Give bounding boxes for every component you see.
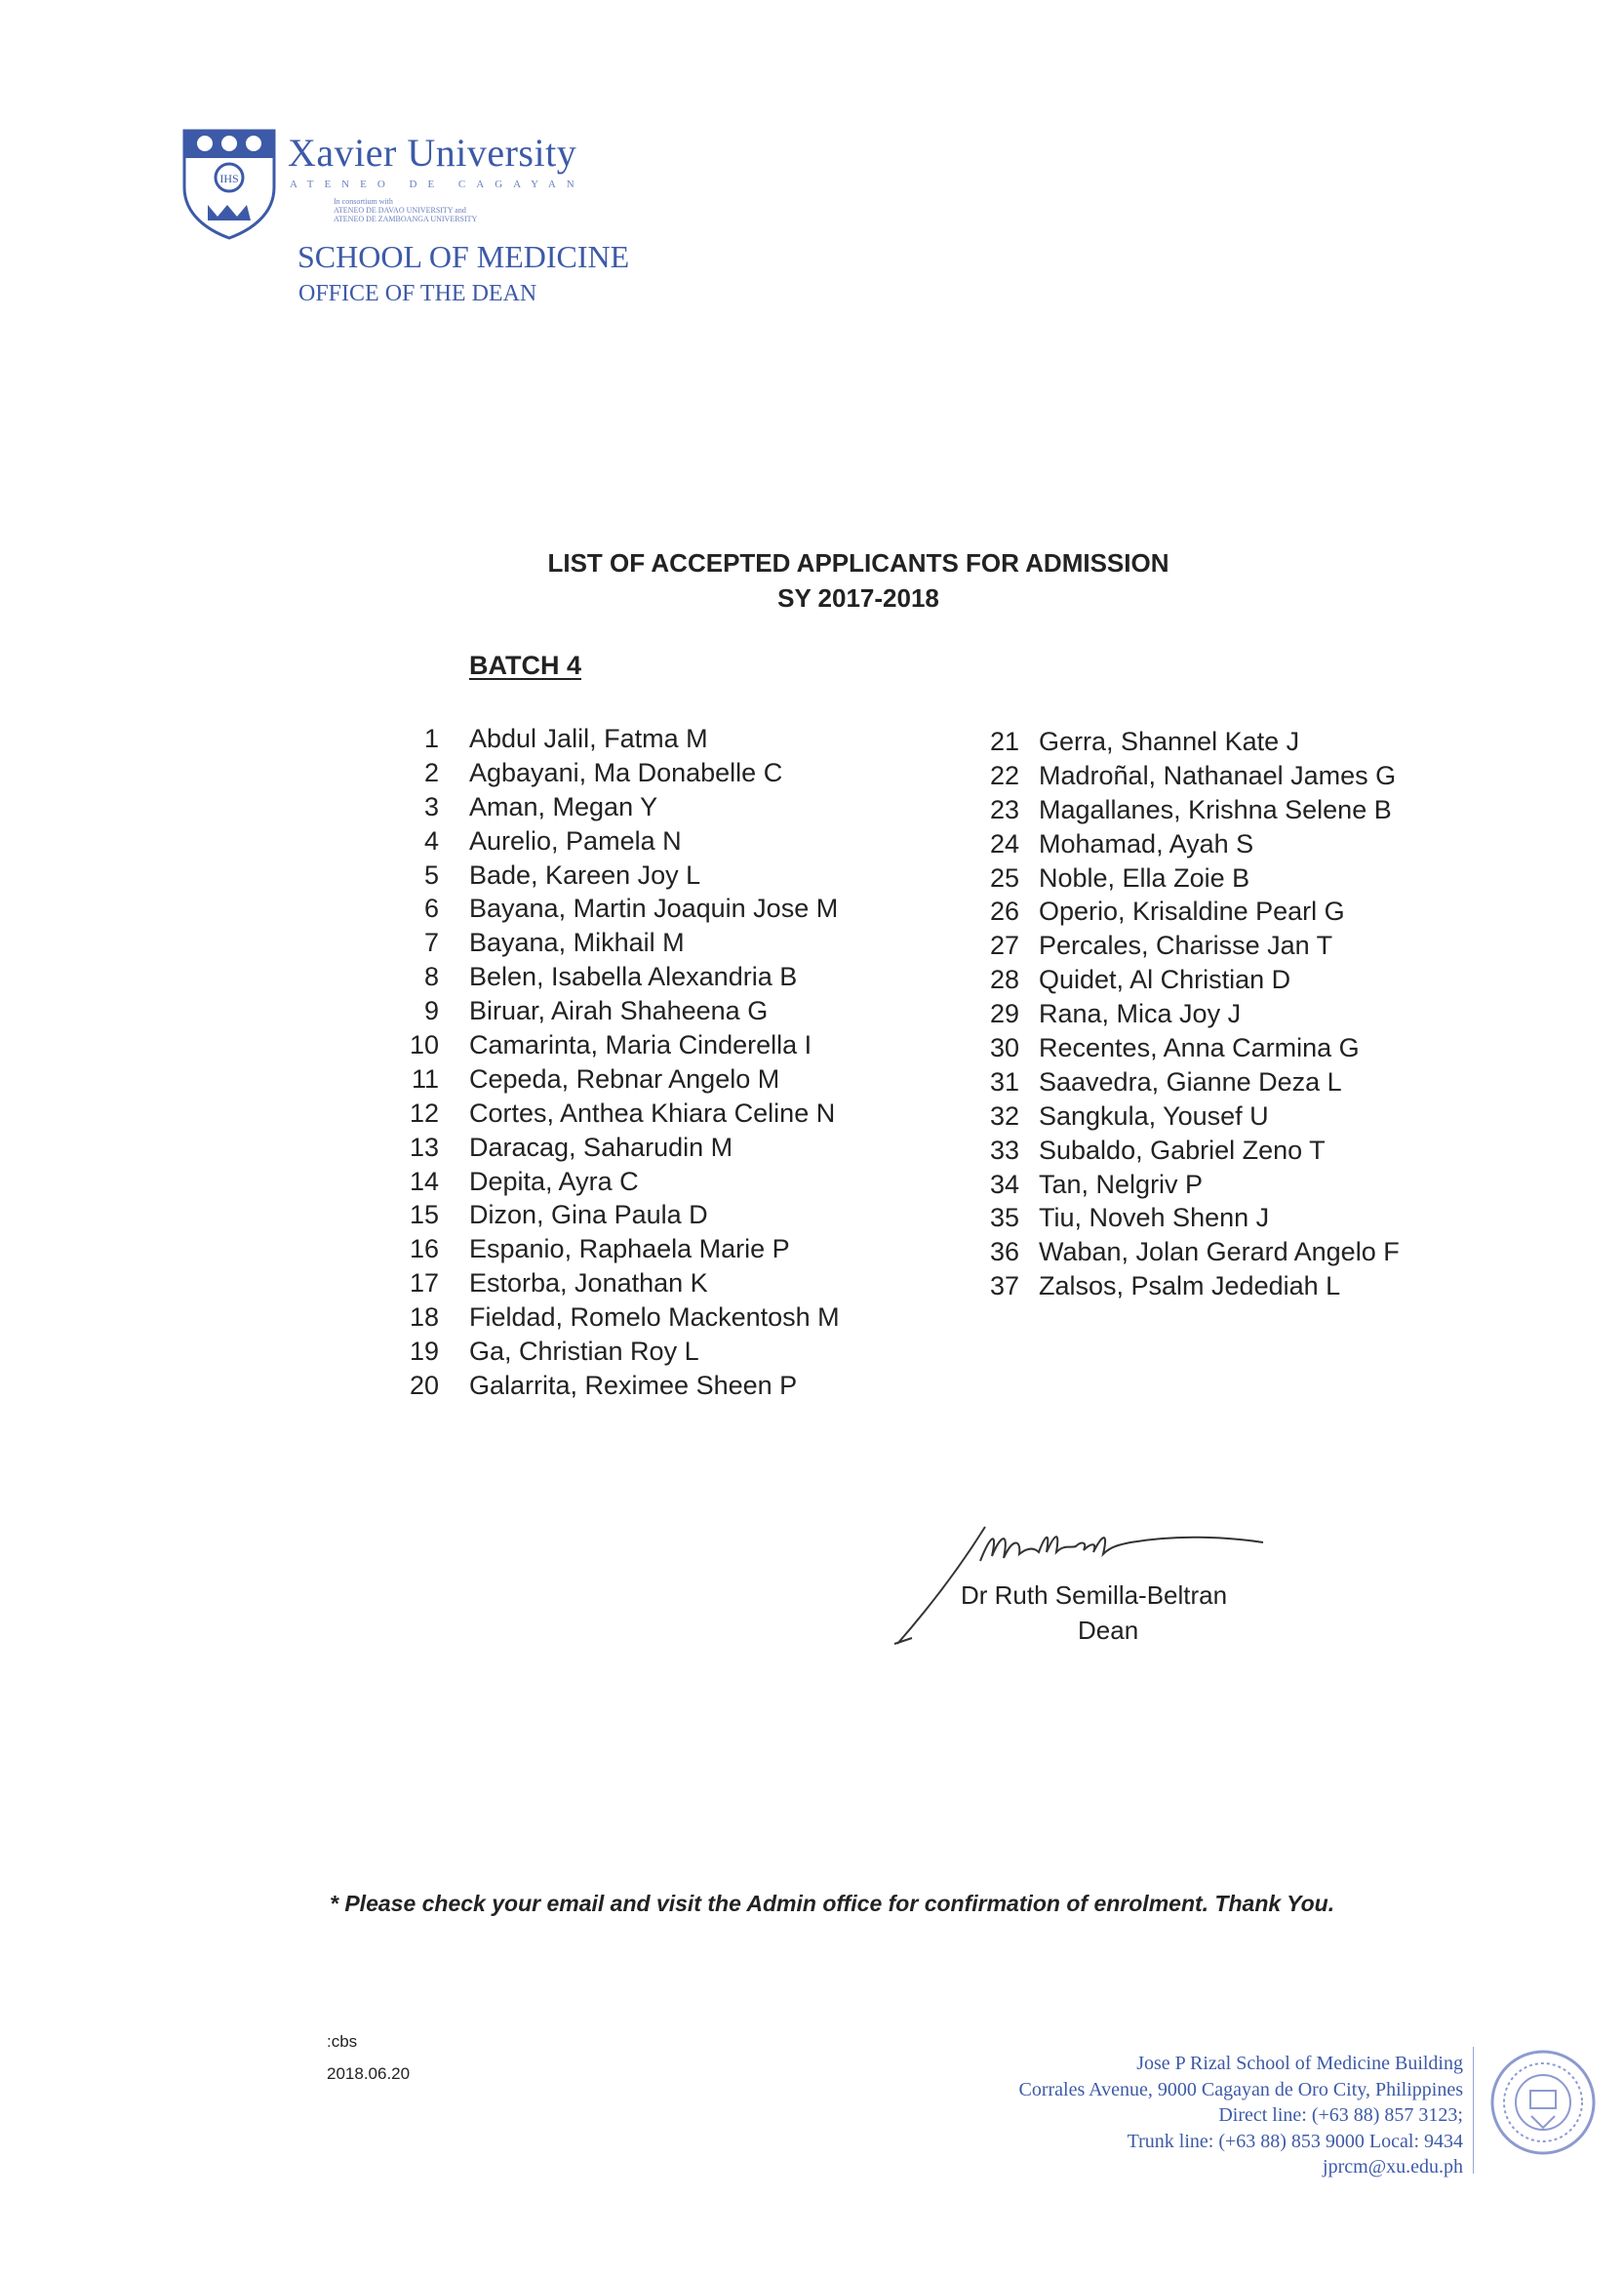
document-title: LIST OF ACCEPTED APPLICANTS FOR ADMISSION xyxy=(547,548,1169,578)
school-year: SY 2017-2018 xyxy=(777,583,939,613)
applicant-name: Percales, Charisse Jan T xyxy=(1039,931,1333,961)
address-line: Direct line: (+63 88) 857 3123; xyxy=(1218,2104,1463,2126)
applicant-number: 24 xyxy=(989,828,1019,859)
applicant-number: 14 xyxy=(409,1166,439,1196)
applicant-name: Waban, Jolan Gerard Angelo F xyxy=(1039,1237,1400,1267)
list-item xyxy=(390,1062,840,1097)
list-item xyxy=(970,1134,1400,1168)
list-item xyxy=(970,1168,1400,1202)
applicant-number: 20 xyxy=(409,1370,439,1400)
consortium-note xyxy=(334,197,477,223)
applicant-list-right xyxy=(970,725,1400,1303)
office-name: OFFICE OF THE DEAN xyxy=(298,281,537,306)
applicant-number: 2 xyxy=(423,757,439,787)
applicant-number: 25 xyxy=(989,862,1019,893)
list-item xyxy=(390,1369,840,1403)
applicant-name: Aurelio, Pamela N xyxy=(469,825,682,856)
applicant-number: 16 xyxy=(409,1234,439,1264)
applicant-name: Operio, Krisaldine Pearl G xyxy=(1039,897,1345,927)
applicant-name: Mohamad, Ayah S xyxy=(1039,828,1254,859)
office-address xyxy=(1019,2051,1463,2180)
list-item xyxy=(970,963,1400,997)
list-item xyxy=(390,960,840,994)
consortium-line-1: In consortium with xyxy=(334,197,393,206)
applicant-number: 7 xyxy=(423,928,439,958)
applicant-number: 21 xyxy=(989,726,1019,756)
list-item xyxy=(390,1198,840,1232)
crest-text: IHS xyxy=(219,172,239,185)
address-divider xyxy=(1473,2047,1474,2174)
applicant-number: 13 xyxy=(409,1132,439,1162)
applicant-number: 29 xyxy=(989,999,1019,1029)
list-item xyxy=(970,997,1400,1031)
applicant-number: 28 xyxy=(989,965,1019,995)
applicant-name: Cortes, Anthea Khiara Celine N xyxy=(469,1098,836,1128)
applicant-number: 1 xyxy=(423,723,439,753)
applicant-number: 3 xyxy=(423,791,439,821)
applicant-name: Biruar, Airah Shaheena G xyxy=(469,996,769,1026)
applicant-name: Noble, Ella Zoie B xyxy=(1039,862,1250,893)
applicant-number: 17 xyxy=(409,1268,439,1299)
applicant-number: 15 xyxy=(409,1200,439,1230)
applicant-name: Daracag, Saharudin M xyxy=(469,1132,733,1162)
applicant-number: 32 xyxy=(989,1100,1019,1131)
applicant-number: 36 xyxy=(989,1237,1019,1267)
applicant-name: Tan, Nelgriv P xyxy=(1039,1169,1204,1199)
applicant-name: Recentes, Anna Carmina G xyxy=(1039,1032,1360,1062)
applicant-name: Ga, Christian Roy L xyxy=(469,1336,699,1366)
applicant-number: 34 xyxy=(989,1169,1019,1199)
applicant-name: Quidet, Al Christian D xyxy=(1039,965,1291,995)
list-item xyxy=(970,861,1400,896)
applicant-name: Madroñal, Nathanael James G xyxy=(1039,760,1397,790)
applicant-number: 27 xyxy=(989,931,1019,961)
list-item xyxy=(390,722,840,756)
confirmation-note: * Please check your email and visit the Admin office for confirmation of enrolment. Thank You. xyxy=(330,1891,1335,1916)
school-name: SCHOOL OF MEDICINE xyxy=(297,239,630,274)
batch-heading: BATCH 4 xyxy=(469,651,582,680)
list-item xyxy=(390,756,840,790)
applicant-name: Bade, Kareen Joy L xyxy=(469,859,701,890)
document-date: 2018.06.20 xyxy=(327,2064,411,2083)
list-item xyxy=(390,1165,840,1199)
applicant-name: Estorba, Jonathan K xyxy=(469,1268,708,1299)
address-line: jprcm@xu.edu.ph xyxy=(1323,2156,1463,2178)
applicant-name: Camarinta, Maria Cinderella I xyxy=(469,1029,812,1059)
applicant-number: 8 xyxy=(423,962,439,992)
list-item xyxy=(970,1235,1400,1269)
applicant-number: 6 xyxy=(423,894,439,924)
applicant-number: 9 xyxy=(423,996,439,1026)
applicant-name: Espanio, Raphaela Marie P xyxy=(469,1234,790,1264)
applicant-name: Agbayani, Ma Donabelle C xyxy=(469,757,783,787)
list-item xyxy=(390,824,840,859)
list-item xyxy=(970,1269,1400,1303)
list-item xyxy=(390,1232,840,1266)
list-item xyxy=(970,1099,1400,1134)
signatory-name: Dr Ruth Semilla-Beltran xyxy=(961,1580,1228,1610)
applicant-number: 26 xyxy=(989,897,1019,927)
typist-initials: :cbs xyxy=(327,2032,358,2051)
applicant-number: 30 xyxy=(989,1032,1019,1062)
applicant-name: Gerra, Shannel Kate J xyxy=(1039,726,1300,756)
applicant-number: 19 xyxy=(409,1336,439,1366)
consortium-line-3: ATENEO DE ZAMBOANGA UNIVERSITY xyxy=(334,215,478,223)
applicant-name: Sangkula, Yousef U xyxy=(1039,1100,1269,1131)
signatory-title: Dean xyxy=(1078,1616,1139,1645)
address-line: Jose P Rizal School of Medicine Building xyxy=(1136,2053,1463,2074)
applicant-name: Bayana, Martin Joaquin Jose M xyxy=(469,894,839,924)
applicant-list-left xyxy=(390,722,840,1403)
list-item xyxy=(390,859,840,893)
list-item xyxy=(390,926,840,960)
address-line: Corrales Avenue, 9000 Cagayan de Oro City, Philippines xyxy=(1018,2078,1463,2100)
applicant-name: Aman, Megan Y xyxy=(469,791,658,821)
list-item xyxy=(390,1097,840,1131)
list-item xyxy=(390,1131,840,1165)
university-name: Xavier University xyxy=(288,131,577,175)
list-item xyxy=(390,892,840,926)
applicant-name: Saavedra, Gianne Deza L xyxy=(1039,1066,1342,1097)
list-item xyxy=(390,1300,840,1335)
applicant-name: Subaldo, Gabriel Zeno T xyxy=(1039,1135,1326,1165)
applicant-number: 33 xyxy=(989,1135,1019,1165)
university-subtitle: ATENEO DE CAGAYAN xyxy=(290,179,585,190)
applicant-number: 11 xyxy=(411,1063,439,1094)
applicant-name: Bayana, Mikhail M xyxy=(469,928,685,958)
list-item xyxy=(390,994,840,1028)
address-line: Trunk line: (+63 88) 853 9000 Local: 9434 xyxy=(1127,2130,1463,2152)
list-item xyxy=(390,790,840,824)
list-item xyxy=(970,1065,1400,1099)
list-item xyxy=(970,929,1400,963)
applicant-number: 37 xyxy=(989,1271,1019,1301)
list-item xyxy=(970,895,1400,929)
applicant-number: 35 xyxy=(989,1203,1019,1233)
consortium-line-2: ATENEO DE DAVAO UNIVERSITY and xyxy=(334,206,466,215)
applicant-number: 12 xyxy=(409,1098,439,1128)
list-item xyxy=(970,759,1400,793)
applicant-number: 5 xyxy=(423,859,439,890)
list-item xyxy=(390,1335,840,1369)
school-seal-icon xyxy=(1487,2044,1600,2161)
list-item xyxy=(390,1028,840,1062)
applicant-name: Fieldad, Romelo Mackentosh M xyxy=(469,1302,840,1333)
applicant-number: 31 xyxy=(989,1066,1019,1097)
applicant-name: Magallanes, Krishna Selene B xyxy=(1039,794,1392,824)
list-item xyxy=(390,1266,840,1300)
list-item xyxy=(970,793,1400,827)
applicant-number: 23 xyxy=(989,794,1019,824)
list-item xyxy=(970,1201,1400,1235)
applicant-number: 10 xyxy=(409,1029,439,1059)
applicant-number: 22 xyxy=(989,760,1019,790)
applicant-name: Belen, Isabella Alexandria B xyxy=(469,962,798,992)
list-item xyxy=(970,1031,1400,1065)
applicant-name: Abdul Jalil, Fatma M xyxy=(469,723,708,753)
applicant-name: Dizon, Gina Paula D xyxy=(469,1200,708,1230)
applicant-number: 4 xyxy=(423,825,439,856)
applicant-name: Zalsos, Psalm Jedediah L xyxy=(1039,1271,1341,1301)
applicant-name: Rana, Mica Joy J xyxy=(1039,999,1242,1029)
university-crest-icon xyxy=(180,127,278,240)
applicant-name: Depita, Ayra C xyxy=(469,1166,639,1196)
list-item xyxy=(970,725,1400,759)
applicant-name: Tiu, Noveh Shenn J xyxy=(1039,1203,1270,1233)
applicant-name: Galarrita, Reximee Sheen P xyxy=(469,1370,798,1400)
applicant-name: Cepeda, Rebnar Angelo M xyxy=(469,1063,780,1094)
list-item xyxy=(970,827,1400,861)
applicant-number: 18 xyxy=(409,1302,439,1333)
